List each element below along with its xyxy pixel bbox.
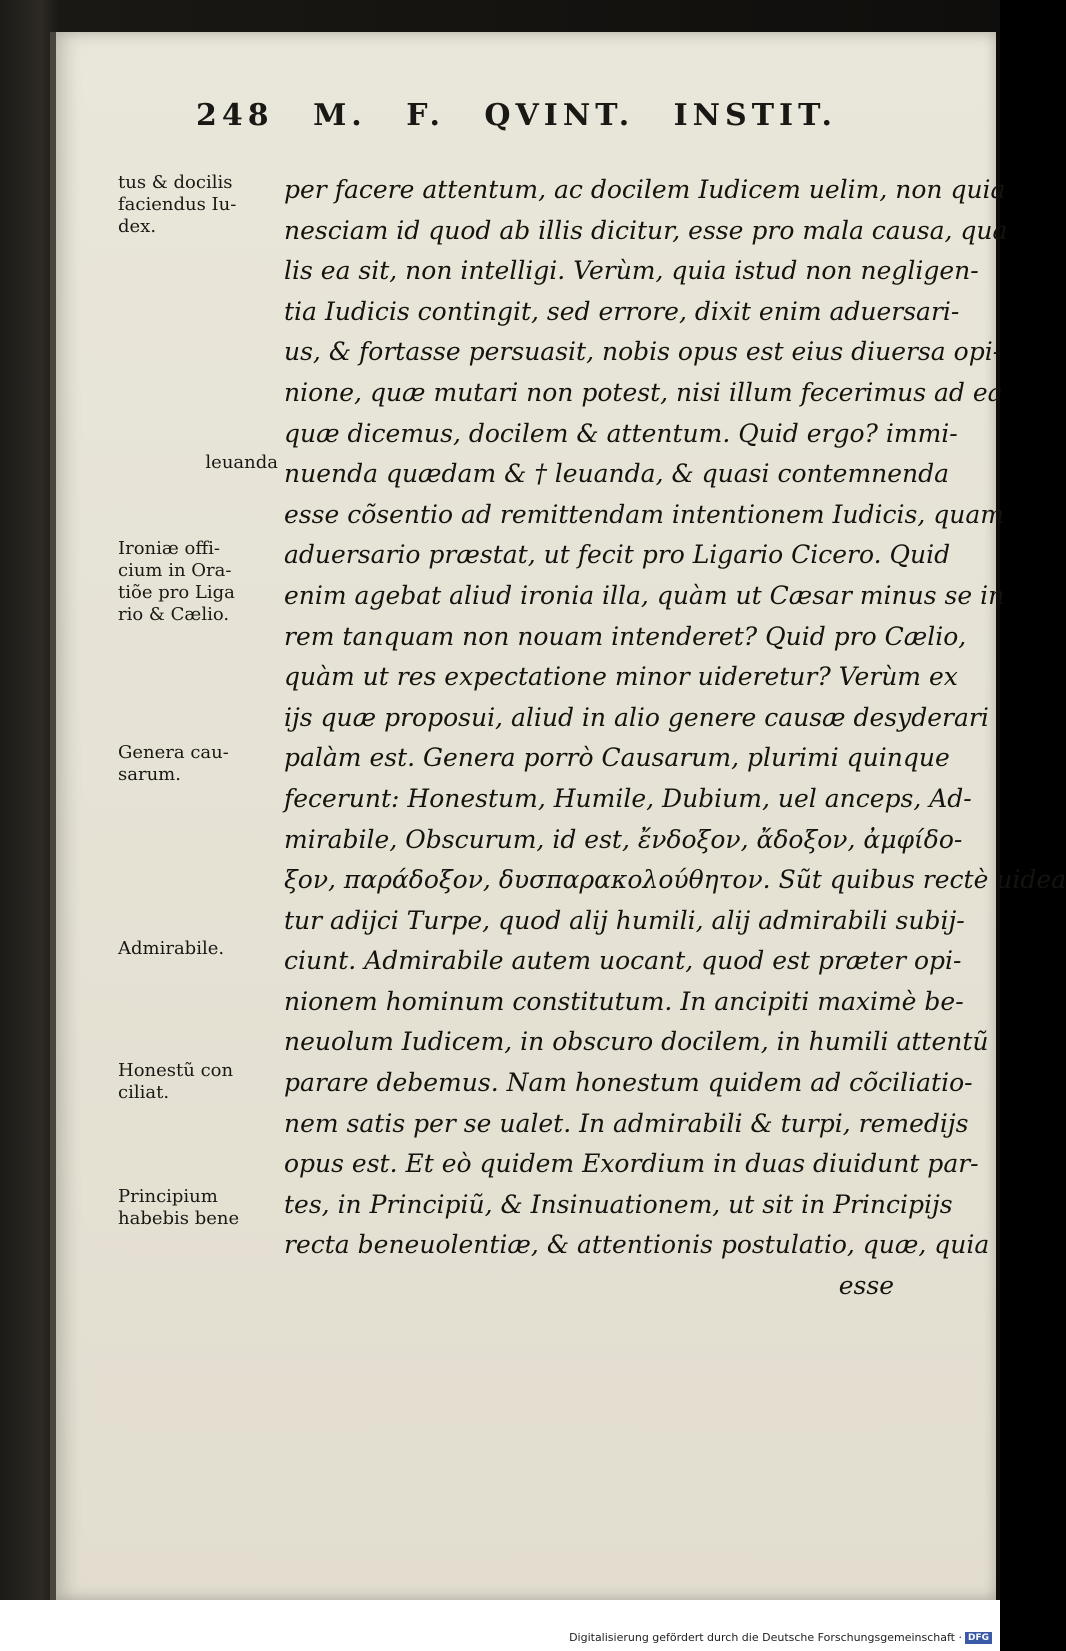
running-title-2: F. [406, 98, 445, 133]
digitization-credit [569, 1631, 992, 1644]
text-line: enim agebat aliud ironia illa, quàm ut Cæsar minus se in [284, 580, 1005, 610]
margin-note: Admirabile. [118, 938, 225, 959]
margin-note: Honestũ con ciliat. [118, 1060, 234, 1103]
text-line: quàm ut res expectatione minor uideretur? Verùm ex [284, 662, 958, 692]
margin-note: tus & docilis faciendus Iu- dex. [118, 172, 237, 237]
text-line: nem satis per se ualet. In admirabili & turpi, remedijs [284, 1108, 969, 1138]
running-title-1: M. [313, 98, 367, 133]
margin-notes [118, 170, 278, 1320]
text-line: nesciam id quod ab illis dicitur, esse pro mala causa, qua [284, 215, 1008, 245]
body-text [284, 170, 1066, 1307]
text-line: esse cõsentio ad remittendam intentionem Iudicis, quam [284, 499, 1004, 529]
text-line: tia Iudicis contingit, sed errore, dixit enim aduersari- [284, 296, 960, 326]
text-line: nione, quæ mutari non potest, nisi illum fecerimus ad ea [284, 377, 1003, 407]
credit-text: Digitalisierung gefördert durch die Deutsche Forschungsgemeinschaft · [569, 1631, 962, 1644]
text-line: lis ea sit, non intelligi. Verùm, quia istud non negligen- [284, 256, 979, 286]
text-line: per facere attentum, ac docilem Iudicem uelim, non quia [284, 175, 1006, 204]
text-line: quæ dicemus, docilem & attentum. Quid ergo? immi- [284, 418, 958, 448]
text-line: ξον, παράδοξον, δυσπαρακολούθητον. Sũt quibus rectè uidea [284, 865, 1066, 895]
text-line: ciunt. Admirabile autem uocant, quod est præter opi- [284, 946, 962, 976]
margin-note: Ironiæ offi- cium in Ora- tiõe pro Liga rio & Cælio. [118, 538, 235, 625]
text-line: mirabile, Obscurum, id est, ἔνδοξον, ἄδοξον, ἀμφίδο- [284, 824, 963, 854]
running-title-3: QVINT. [484, 98, 635, 133]
text-line: opus est. Et eò quidem Exordium in duas diuidunt par- [284, 1149, 979, 1179]
margin-note: leuanda [205, 452, 278, 473]
text-line: tur adijci Turpe, quod alij humili, alij admirabili subij- [284, 905, 965, 935]
text-line: rem tanquam non nouam intenderet? Quid pro Cælio, [284, 621, 967, 651]
running-title-4: INSTIT. [673, 98, 837, 133]
text-line: nuenda quædam & † leuanda, & quasi contemnenda [284, 459, 950, 489]
text-line: recta beneuolentiæ, & attentionis postulatio, quæ, quia [284, 1230, 990, 1260]
catchword: esse [838, 1271, 894, 1301]
text-line: palàm est. Genera porrò Causarum, plurimi quinque [284, 743, 950, 773]
dfg-logo: DFG [965, 1632, 992, 1644]
text-line: fecerunt: Honestum, Humile, Dubium, uel anceps, Ad- [284, 783, 972, 813]
text-line: aduersario præstat, ut fecit pro Ligario Cicero. Quid [284, 540, 951, 570]
text-line: neuolum Iudicem, in obscuro docilem, in humili attentũ [284, 1027, 989, 1057]
text-line: nionem hominum constitutum. In ancipiti maximè be- [284, 986, 964, 1016]
text-line: ijs quæ proposui, aliud in alio genere causæ desyderari [284, 702, 989, 732]
text-line: tes, in Principiũ, & Insinuationem, ut sit in Principijs [284, 1189, 953, 1219]
margin-note: Genera cau- sarum. [118, 742, 229, 785]
running-header [196, 98, 916, 133]
text-line: parare debemus. Nam honestum quidem ad cõciliatio- [284, 1068, 973, 1098]
page-number: 248 [196, 98, 274, 133]
margin-note: Principium habebis bene [118, 1186, 240, 1229]
text-line: us, & fortasse persuasit, nobis opus est eius diuersa opi- [284, 337, 1002, 367]
